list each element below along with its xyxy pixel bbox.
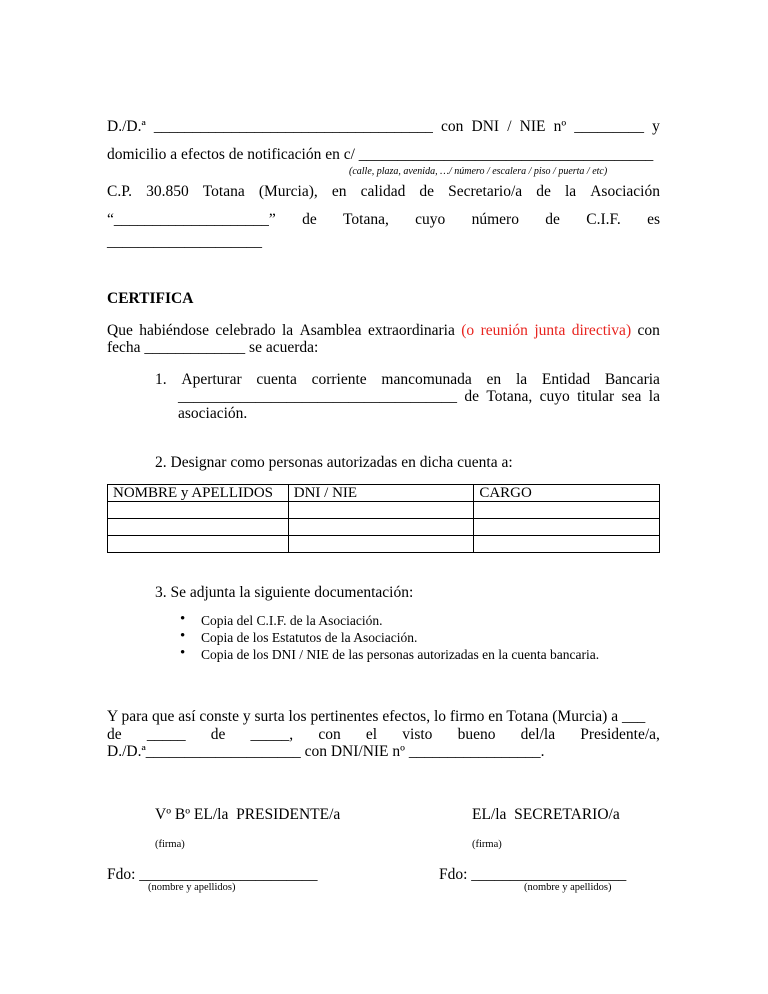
header-line-3-word: en bbox=[331, 183, 347, 200]
closing-line-2-word: Presidente/a, bbox=[580, 726, 660, 743]
header-line-5: ____________________ bbox=[107, 233, 262, 250]
header-line-3-word: C.P. bbox=[107, 183, 132, 200]
president-fdo-line: Fdo: _______________________ bbox=[107, 866, 318, 883]
item1-line-1-word: Bancaria bbox=[604, 371, 660, 388]
header-line-3-word: Totana bbox=[202, 183, 245, 200]
closing-line-2-word: bueno bbox=[457, 726, 496, 743]
header-line-1-word: nº bbox=[553, 118, 567, 135]
item3-text: 3. Se adjunta la siguiente documentación: bbox=[155, 584, 414, 601]
header-line-4-word: “____________________” bbox=[107, 211, 276, 228]
item1-line-1-word: corriente bbox=[311, 371, 367, 388]
header-line-4-word: cuyo bbox=[415, 211, 446, 228]
table-row bbox=[108, 536, 660, 553]
table-cell[interactable] bbox=[474, 536, 660, 553]
table-cell[interactable] bbox=[288, 502, 474, 519]
header-line-3-word: de bbox=[419, 183, 435, 200]
item1-line-2-word: titular bbox=[577, 388, 615, 405]
list-item: • Copia de los Estatutos de la Asociación. bbox=[180, 629, 599, 646]
item1-line-1-word: mancomunada bbox=[381, 371, 472, 388]
item1-line-1-word: en bbox=[486, 371, 502, 388]
header-line-4-word: de bbox=[302, 211, 317, 228]
intro-end-word: con bbox=[637, 322, 660, 339]
header-line-1-word: / bbox=[507, 118, 512, 135]
intro-words-word: Que bbox=[107, 322, 133, 339]
table-cell[interactable] bbox=[108, 536, 289, 553]
header-line-4 bbox=[107, 211, 660, 229]
closing-line-2-word: del/la bbox=[520, 726, 556, 743]
header-line-3-word: calidad bbox=[360, 183, 406, 200]
intro-red-words-word: directiva) bbox=[571, 322, 632, 339]
header-line-3-word: 30.850 bbox=[146, 183, 189, 200]
header-line-1-word: NIE bbox=[519, 118, 546, 135]
closing-line-2-word: el bbox=[365, 726, 378, 743]
header-line-1-word: y bbox=[652, 118, 660, 135]
item1-line-1-word: Entidad bbox=[541, 371, 591, 388]
secretary-title: EL/la SECRETARIO/a bbox=[472, 806, 620, 823]
secretary-fdo-line: Fdo: ____________________ bbox=[439, 866, 627, 883]
authorized-people-table bbox=[107, 484, 660, 553]
table-cell[interactable] bbox=[474, 519, 660, 536]
intro-line-2: fecha _____________ se acuerda: bbox=[107, 339, 319, 356]
header-line-3-word: de bbox=[536, 183, 551, 200]
item1-line-2-word: la bbox=[648, 388, 660, 405]
table-header-row bbox=[108, 485, 660, 502]
item1-line-1 bbox=[155, 371, 660, 389]
item1-line-1-word: la bbox=[515, 371, 528, 388]
header-line-4-word: es bbox=[647, 211, 660, 228]
header-line-1-word: ____________________________________ bbox=[153, 118, 433, 135]
table-cell[interactable] bbox=[288, 519, 474, 536]
list-item: • Copia del C.I.F. de la Asociación. bbox=[180, 612, 599, 629]
table-cell[interactable] bbox=[108, 502, 289, 519]
intro-red-words-word: reunión bbox=[480, 322, 528, 339]
header-line-4-word: de bbox=[545, 211, 560, 228]
intro-words-word: la bbox=[281, 322, 294, 339]
header-line-1-word: _________ bbox=[574, 118, 645, 135]
item2-text: 2. Designar como personas autorizadas en dicha cuenta a: bbox=[155, 454, 513, 471]
header-line-4-word: Totana, bbox=[343, 211, 389, 228]
intro-words-word: Asamblea bbox=[299, 322, 362, 339]
header-line-3-word: la bbox=[564, 183, 577, 200]
intro-red-words-word: (o bbox=[461, 322, 475, 339]
documents-list bbox=[180, 612, 599, 663]
item1-line-1-word: 1. bbox=[155, 371, 167, 388]
header-name: NOMBRE y APELLIDOS bbox=[108, 485, 289, 502]
header-line-3-word: Asociación bbox=[590, 183, 660, 200]
table-row bbox=[108, 519, 660, 536]
header-line-4-word: número bbox=[471, 211, 519, 228]
closing-line-2-word: _____ bbox=[146, 726, 186, 743]
intro-words-word: habiéndose bbox=[139, 322, 209, 339]
table-cell[interactable] bbox=[474, 502, 660, 519]
header-dni: DNI / NIE bbox=[288, 485, 474, 502]
intro-line-1 bbox=[107, 322, 660, 340]
header-line-1-word: DNI bbox=[471, 118, 500, 135]
item1-line-1-word: Aperturar bbox=[181, 371, 242, 388]
closing-line-2 bbox=[107, 726, 660, 744]
closing-line-2-word: de bbox=[107, 726, 122, 743]
closing-line-2-word: _____, bbox=[250, 726, 294, 743]
item1-line-2 bbox=[178, 388, 660, 406]
intro-words-word: extraordinaria bbox=[367, 322, 455, 339]
item1-line-2-word: de bbox=[464, 388, 480, 405]
certifica-heading: CERTIFICA bbox=[107, 290, 194, 307]
item1-line-2-word: cuyo bbox=[539, 388, 570, 405]
item1-line-3: asociación. bbox=[178, 405, 248, 422]
header-line-1-word: D./D.ª bbox=[107, 118, 146, 135]
secretary-name-hint: (nombre y apellidos) bbox=[524, 882, 612, 893]
header-line-4-word: C.I.F. bbox=[586, 211, 621, 228]
item1-line-2-word: ____________________________________ bbox=[178, 388, 457, 405]
header-line-3-word: Secretario/a bbox=[448, 183, 523, 200]
intro-words-word: celebrado bbox=[215, 322, 276, 339]
header-line-1 bbox=[107, 118, 660, 136]
item1-line-2-word: Totana, bbox=[486, 388, 533, 405]
header-line-3-word: (Murcia), bbox=[258, 183, 318, 200]
closing-line-1: Y para que así conste y surta los pertinentes efectos, lo firmo en Totana (Murcia) a ___ bbox=[107, 708, 646, 725]
header-line-2: domicilio a efectos de notificación en c/ ______________________________________ bbox=[107, 146, 654, 163]
address-hint: (calle, plaza, avenida, …/ número / escalera / piso / puerta / etc) bbox=[349, 166, 608, 177]
item1-line-2-word: sea bbox=[621, 388, 642, 405]
table-cell[interactable] bbox=[108, 519, 289, 536]
president-firma: (firma) bbox=[155, 839, 185, 850]
table-row bbox=[108, 502, 660, 519]
closing-line-2-word: con bbox=[318, 726, 341, 743]
header-cargo: CARGO bbox=[474, 485, 660, 502]
item1-line-1-word: cuenta bbox=[256, 371, 297, 388]
president-title: Vº Bº EL/la PRESIDENTE/a bbox=[155, 806, 341, 823]
closing-line-2-word: visto bbox=[402, 726, 433, 743]
intro-red-words-word: junta bbox=[534, 322, 566, 339]
header-line-3 bbox=[107, 183, 660, 201]
header-line-1-word: con bbox=[440, 118, 464, 135]
closing-line-2-word: de bbox=[210, 726, 226, 743]
president-name-hint: (nombre y apellidos) bbox=[148, 882, 236, 893]
list-item: • Copia de los DNI / NIE de las personas autorizadas en la cuenta bancaria. bbox=[180, 646, 599, 663]
table-cell[interactable] bbox=[288, 536, 474, 553]
closing-line-3: D./D.ª____________________ con DNI/NIE nº _________________. bbox=[107, 743, 545, 760]
secretary-firma: (firma) bbox=[472, 839, 502, 850]
